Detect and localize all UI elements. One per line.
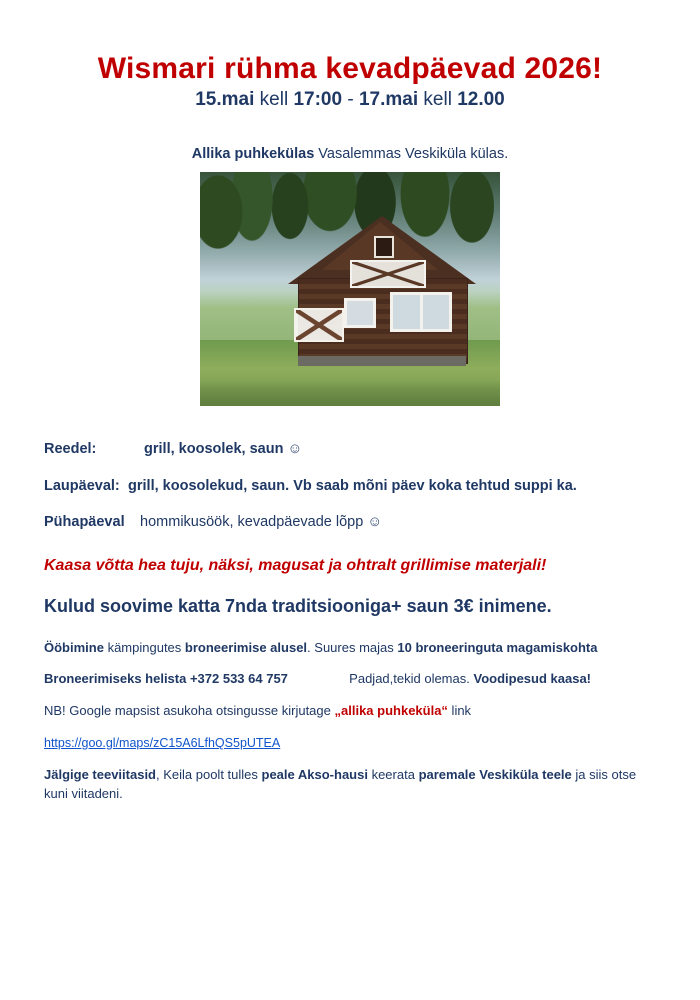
lodging-keyword: Ööbimine: [44, 639, 104, 655]
directions-tail: ja siis otse kuni viitadeni.: [44, 766, 637, 801]
schedule-day-label: Reedel:: [44, 440, 97, 457]
lodging-booking-basis: broneerimise alusel: [184, 639, 308, 655]
maps-url-line: [44, 734, 660, 753]
event-dates: [40, 89, 660, 112]
directions-road: paremale Veskiküla teele: [418, 766, 572, 782]
porch-railing: [294, 308, 344, 342]
date-end: 17.mai: [358, 89, 419, 110]
bring-along-note: Kaasa võtta hea tuju, näksi, magusat ja ohtralt grillimise materjali!: [44, 557, 547, 575]
directions-landmark: peale Akso-hausi: [261, 766, 368, 782]
date-start: 15.mai: [195, 89, 255, 110]
schedule-day-label: Pühapäeval: [44, 514, 125, 531]
lodging-house-text: . Suures majas: [307, 639, 394, 655]
schedule-list: [40, 440, 660, 533]
bedlinen-note: Voodipesud kaasa!: [473, 671, 591, 687]
directions-turn-word: keerata: [367, 766, 419, 782]
time-end: 12.00: [457, 89, 505, 110]
cost-note: Kulud soovime katta 7nda traditsiooniga+ saun 3€ inimene.: [44, 596, 552, 617]
schedule-day-text: grill, koosolek, saun ☺: [144, 440, 303, 457]
lodging-free-beds: 10 broneeringuta magamiskohta: [397, 639, 598, 655]
kell-label-2: kell: [423, 89, 452, 110]
foundation: [298, 356, 466, 366]
large-window: [390, 292, 452, 332]
directions-from-keila: , Keila poolt tulles: [156, 766, 262, 782]
lodging-camping: kämpingutes: [107, 639, 182, 655]
directions-line: [44, 766, 660, 804]
kell-label-1: kell: [259, 89, 289, 110]
venue-line: [40, 146, 660, 162]
google-maps-link[interactable]: https://goo.gl/maps/zC15A6LfhQS5pUTEA: [44, 736, 281, 751]
time-start: 17:00: [293, 89, 343, 110]
schedule-day-label: Laupäeval:: [44, 477, 120, 494]
venue-location: Vasalemmas Veskiküla külas.: [318, 145, 509, 162]
maps-link-word: link: [447, 703, 472, 719]
small-window: [344, 298, 376, 328]
photo-container: [40, 172, 660, 406]
venue-name: Allika puhkekülas: [191, 145, 315, 162]
booking-line: [44, 670, 660, 689]
directions-signs: Jälgige teeviitasid: [44, 766, 156, 782]
maps-line: [44, 702, 660, 721]
cabin-photo: [200, 172, 500, 406]
schedule-day-text: hommikusöök, kevadpäevade lõpp ☺: [140, 514, 383, 531]
maps-search-term: „allika puhkeküla“: [334, 703, 448, 719]
cabin-illustration: [292, 216, 472, 366]
info-block: [44, 639, 660, 804]
lodging-line: [44, 639, 660, 658]
schedule-row-friday: [44, 440, 660, 459]
attic-window: [374, 236, 394, 258]
schedule-row-sunday: [44, 513, 660, 532]
schedule-day-text: grill, koosolekud, saun. Vb saab mõni päev koka tehtud suppi ka.: [128, 477, 577, 494]
date-dash: -: [347, 89, 354, 110]
page-title: Wismari rühma kevadpäevad 2026!: [97, 52, 603, 85]
schedule-row-saturday: [44, 477, 660, 496]
booking-phone: Broneerimiseks helista +372 533 64 757: [44, 671, 288, 687]
pillows-note: Padjad,tekid olemas.: [349, 671, 470, 687]
maps-instruction: NB! Google mapsist asukoha otsingusse kirjutage: [44, 703, 335, 719]
balcony-railing: [350, 260, 426, 288]
